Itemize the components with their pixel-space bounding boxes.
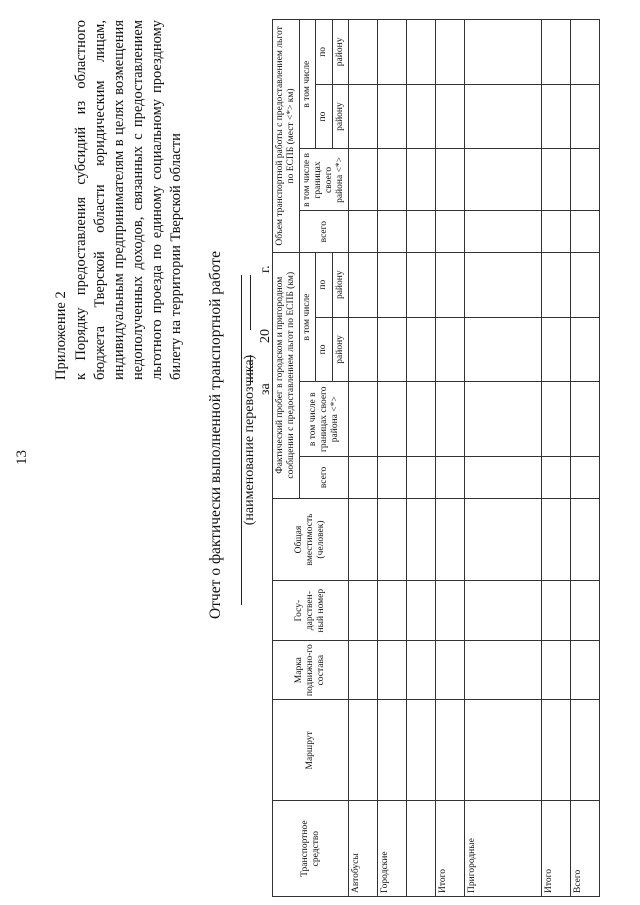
header-route: Маршрут [273, 700, 349, 801]
appendix-line: билету на территории Тверской области [168, 133, 184, 380]
header-plate: Госу-дарствен-ный номер [273, 581, 349, 641]
header-district: району [332, 20, 348, 85]
period-year: 20 [258, 329, 273, 343]
header-mileage-incl: в том числе [300, 252, 316, 381]
period-prefix: за [258, 383, 273, 395]
table-row [571, 20, 600, 897]
table-row [542, 20, 571, 897]
appendix-title-text: Приложение 2 [53, 291, 69, 380]
table-row [465, 20, 542, 897]
row-label-grand-total: Всего [571, 801, 600, 897]
period-blank-line [250, 355, 251, 385]
appendix-line: льготного проезда по единому социальному проездному [149, 20, 165, 380]
row-label-subtotal: Итого [542, 801, 571, 897]
appendix-block [72, 20, 186, 380]
header-row [273, 20, 300, 897]
appendix-line: к Порядку предоставления субсидий из областного [73, 20, 89, 380]
header-volume-own: в том числе в границах своего района <*> [300, 149, 349, 211]
page-number: 13 [14, 450, 30, 465]
header-by: по [316, 84, 332, 149]
appendix-line: бюджета Тверской области юридическим лицам, [92, 20, 108, 380]
header-by: по [316, 252, 332, 317]
row-label-buses: Автобусы [349, 801, 378, 897]
report-table [272, 19, 600, 897]
appendix-line: недополученных доходов, связанных с предоставлением [130, 20, 146, 380]
header-mileage: Фактический пробег в городском и пригородном сообщении с предоставлением льгот по ЕСПБ (км) [273, 252, 300, 498]
header-volume-incl: в том числе [300, 20, 316, 149]
table-row [436, 20, 465, 897]
appendix-line: индивидуальным предпринимателям в целях возмещения [111, 20, 127, 380]
row-label-suburban: Пригородные [465, 801, 542, 897]
report-title: Отчет о фактически выполненной транспортной работе [207, 251, 224, 619]
row-label-empty [407, 801, 436, 897]
header-volume-total: всего [300, 211, 349, 252]
table-row [407, 20, 436, 897]
header-vehicle: Транспортное средство [273, 801, 349, 897]
header-capacity: Общая вместимость (человек) [273, 498, 349, 581]
row-label-subtotal: Итого [436, 801, 465, 897]
period-blank-line [250, 275, 251, 330]
table-row [349, 20, 378, 897]
period-suffix: г. [258, 265, 273, 273]
header-district: району [332, 317, 348, 382]
header-district: району [332, 252, 348, 317]
header-volume: Объем транспортной работы с предоставлением льгот по ЕСПБ (мест <*> км) [273, 20, 300, 253]
header-brand: Марка подвижно-го состава [273, 640, 349, 700]
table-row [378, 20, 407, 897]
header-by: по [316, 317, 332, 382]
row-label-urban: Городские [378, 801, 407, 897]
header-mileage-total: всего [300, 457, 349, 498]
header-by: по [316, 20, 332, 85]
appendix-title [52, 20, 71, 380]
header-district: району [332, 84, 348, 149]
carrier-caption: (наименование перевозчика) [242, 354, 257, 526]
header-mileage-own: в том числе в границах своего района <*> [300, 382, 349, 457]
